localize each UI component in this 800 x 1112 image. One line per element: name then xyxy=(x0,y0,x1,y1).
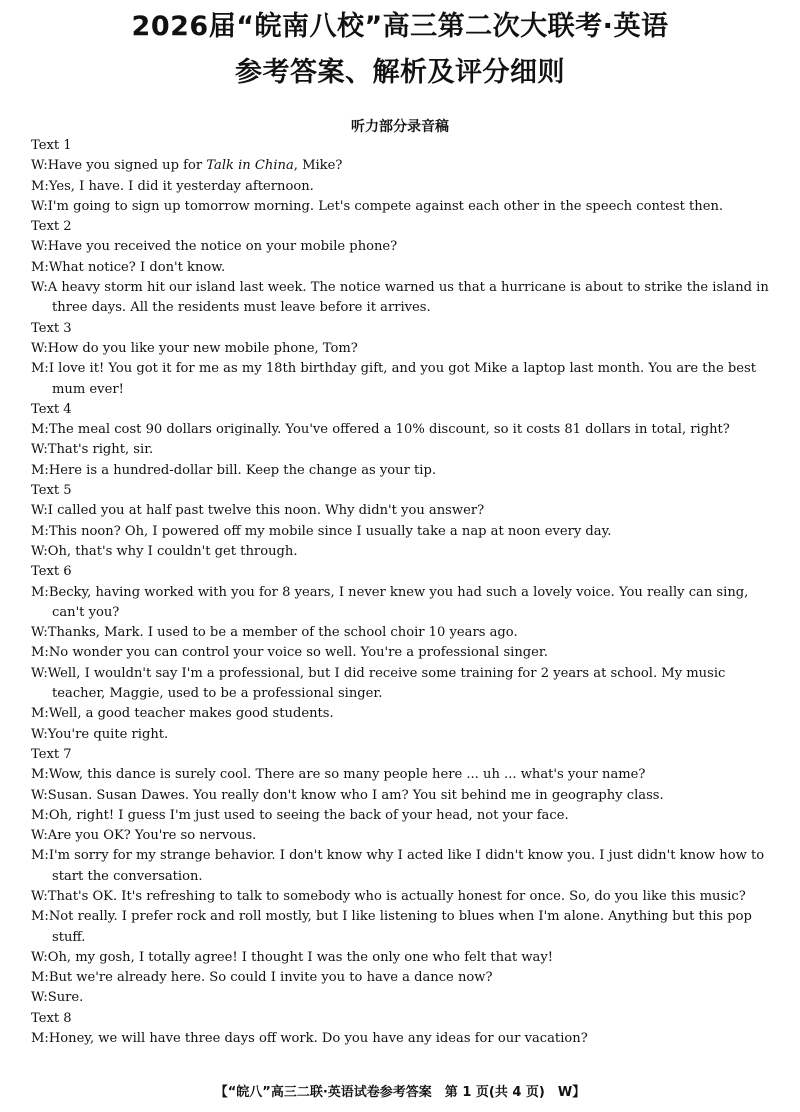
dialogue-line xyxy=(31,542,773,562)
utterance-text: That's right, sir. xyxy=(47,442,154,458)
text-label: Text 7 xyxy=(31,746,72,762)
speaker-label: W: xyxy=(31,990,48,1006)
utterance-text: I love it! You got it for me as my 18th birthday gift, and you got Mike a laptop last month. You are the best mum ever! xyxy=(48,361,757,397)
dialogue-line xyxy=(31,786,773,806)
speaker-label: W: xyxy=(31,888,48,904)
speaker-label: M: xyxy=(31,584,49,600)
dialogue-line xyxy=(31,765,773,785)
speaker-label: W: xyxy=(31,442,48,458)
speaker-label: M: xyxy=(31,361,49,377)
speaker-label: W: xyxy=(31,198,48,214)
dialogue-line xyxy=(31,359,773,400)
dialogue-line xyxy=(31,948,773,968)
utterance-text: Wow, this dance is surely cool. There are so many people here ... uh ... what's your name? xyxy=(48,767,646,783)
dialogue-line xyxy=(31,461,773,481)
speaker-label: W: xyxy=(31,665,48,681)
text-label: Text 3 xyxy=(31,320,72,336)
utterance-text: You're quite right. xyxy=(47,726,169,742)
utterance-text: Well, a good teacher makes good students. xyxy=(48,706,334,722)
dialogue-line xyxy=(31,177,773,197)
document-subtitle: 参考答案、解析及评分细则 xyxy=(235,57,565,88)
speaker-label: W: xyxy=(31,503,48,519)
dialogue-line xyxy=(31,887,773,907)
speaker-label: W: xyxy=(31,280,48,296)
speaker-label: W: xyxy=(31,340,48,356)
utterance-text: Here is a hundred-dollar bill. Keep the change as your tip. xyxy=(48,462,437,478)
speaker-label: M: xyxy=(31,422,49,438)
utterance-text: This noon? Oh, I powered off my mobile since I usually take a nap at noon every day. xyxy=(48,523,612,539)
speaker-label: W: xyxy=(31,828,48,844)
dialogue-line xyxy=(31,826,773,846)
dialogue-line xyxy=(31,643,773,663)
speaker-label: M: xyxy=(31,178,49,194)
dialogue-line xyxy=(31,258,773,278)
dialogue-line xyxy=(31,1029,773,1049)
dialogue-line xyxy=(31,806,773,826)
dialogue-line xyxy=(31,156,773,176)
transcript-body xyxy=(31,136,773,1049)
utterance-text: Oh, my gosh, I totally agree! I thought I was the only one who felt that way! xyxy=(47,949,553,965)
speaker-label: M: xyxy=(31,767,49,783)
dialogue-line xyxy=(31,278,773,319)
dialogue-line xyxy=(31,501,773,521)
utterance-text: Oh, right! I guess I'm just used to seeing the back of your head, not your face. xyxy=(48,807,569,823)
utterance-text: The meal cost 90 dollars originally. You've offered a 10% discount, so it costs 81 dollars in total, right? xyxy=(48,422,730,438)
utterance-text: Well, I wouldn't say I'm a professional, but I did receive some training for 2 years at school. My music teacher, Maggie, used to be a professional singer. xyxy=(47,665,726,702)
utterance-text: Oh, that's why I couldn't get through. xyxy=(47,543,298,559)
dialogue-line xyxy=(31,968,773,988)
utterance-text: Not really. I prefer rock and roll mostly, but I like listening to blues when I'm alone. Anything but this pop stuff. xyxy=(48,909,752,945)
speaker-label: M: xyxy=(31,523,49,539)
utterance-text: Sure. xyxy=(47,990,84,1006)
italic-title: Talk in China xyxy=(206,158,294,174)
text-label: Text 5 xyxy=(31,483,72,499)
utterance-text: Yes, I have. I did it yesterday afternoon. xyxy=(48,178,314,194)
document-title: 2026届“皖南八校”高三第二次大联考·英语 xyxy=(131,11,669,42)
speaker-label: M: xyxy=(31,848,49,864)
speaker-label: M: xyxy=(31,970,49,986)
dialogue-line xyxy=(31,522,773,542)
dialogue-line xyxy=(31,623,773,643)
utterance-text: Susan. Susan Dawes. You really don't know who I am? You sit behind me in geography class. xyxy=(47,787,664,803)
dialogue-line xyxy=(31,846,773,887)
speaker-label: M: xyxy=(31,807,49,823)
speaker-label: W: xyxy=(31,543,48,559)
speaker-label: M: xyxy=(31,645,49,661)
text-label: Text 6 xyxy=(31,564,72,580)
utterance-text: I'm sorry for my strange behavior. I don't know why I acted like I didn't know you. I just didn't know how to start the conversation. xyxy=(48,848,765,884)
utterance-text: Becky, having worked with you for 8 years, I never knew you had such a lovely voice. You really can sing, can't you? xyxy=(48,584,749,620)
speaker-label: W: xyxy=(31,239,48,255)
dialogue-line xyxy=(31,988,773,1008)
dialogue-line xyxy=(31,237,773,257)
utterance-text: That's OK. It's refreshing to talk to somebody who is actually honest for once. So, do you like this music? xyxy=(47,888,746,904)
speaker-label: W: xyxy=(31,625,48,641)
text-label: Text 4 xyxy=(31,401,72,417)
speaker-label: W: xyxy=(31,726,48,742)
dialogue-line xyxy=(31,197,773,217)
utterance-text: But we're already here. So could I invite you to have a dance now? xyxy=(48,970,493,986)
dialogue-line xyxy=(31,583,773,624)
speaker-label: W: xyxy=(31,949,48,965)
utterance-text: I'm going to sign up tomorrow morning. Let's compete against each other in the speech contest then. xyxy=(47,198,724,214)
utterance-text: No wonder you can control your voice so well. You're a professional singer. xyxy=(48,645,548,661)
utterance-text-tail: , Mike? xyxy=(293,158,343,174)
dialogue-line xyxy=(31,725,773,745)
speaker-label: M: xyxy=(31,909,49,925)
speaker-label: W: xyxy=(31,158,48,174)
utterance-text: Thanks, Mark. I used to be a member of the school choir 10 years ago. xyxy=(47,625,518,641)
section-heading: 听力部分录音稿 xyxy=(351,119,449,135)
utterance-text: A heavy storm hit our island last week. The notice warned us that a hurricane is about to strike the island in three days. All the residents must leave before it arrives. xyxy=(47,280,769,316)
page-footer: 【“皖八”高三二联·英语试卷参考答案 第 1 页(共 4 页) W】 xyxy=(214,1085,586,1100)
dialogue-line xyxy=(31,664,773,705)
utterance-text: Have you signed up for xyxy=(47,158,207,174)
text-label: Text 2 xyxy=(31,219,72,235)
speaker-label: W: xyxy=(31,787,48,803)
utterance-text: Honey, we will have three days off work. Do you have any ideas for our vacation? xyxy=(48,1031,588,1047)
dialogue-line xyxy=(31,907,773,948)
utterance-text: Have you received the notice on your mobile phone? xyxy=(47,239,398,255)
speaker-label: M: xyxy=(31,706,49,722)
utterance-text: I called you at half past twelve this noon. Why didn't you answer? xyxy=(47,503,485,519)
speaker-label: M: xyxy=(31,1031,49,1047)
dialogue-line xyxy=(31,440,773,460)
utterance-text: How do you like your new mobile phone, Tom? xyxy=(47,340,358,356)
dialogue-line xyxy=(31,704,773,724)
text-label: Text 1 xyxy=(31,138,72,153)
dialogue-line xyxy=(31,420,773,440)
dialogue-line xyxy=(31,339,773,359)
utterance-text: What notice? I don't know. xyxy=(48,259,226,275)
speaker-label: M: xyxy=(31,462,49,478)
text-label: Text 8 xyxy=(31,1010,72,1026)
utterance-text: Are you OK? You're so nervous. xyxy=(47,828,257,844)
speaker-label: M: xyxy=(31,259,49,275)
